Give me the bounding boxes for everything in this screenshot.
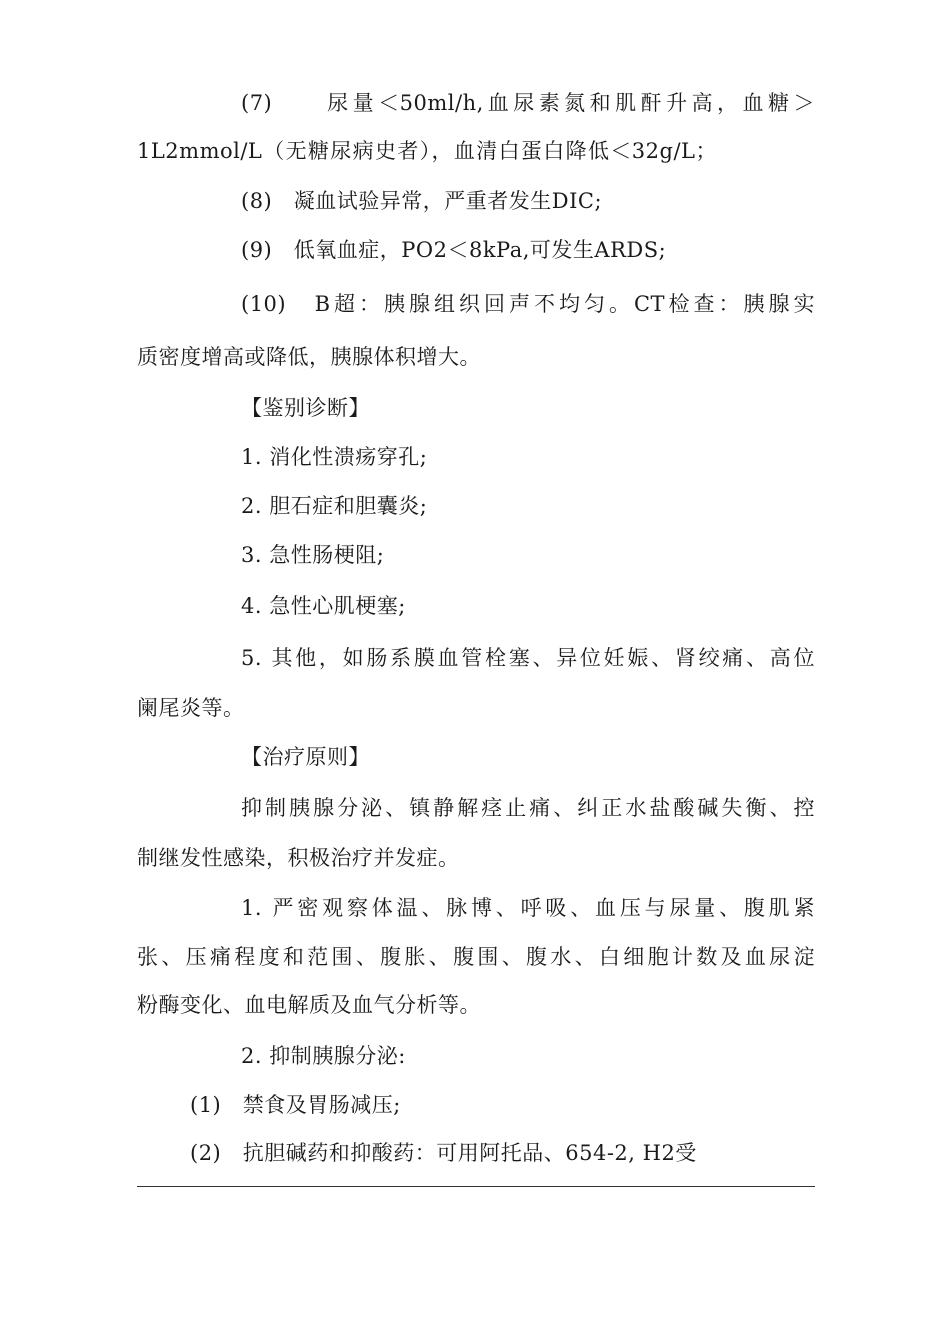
- list-item: 4. 急性心肌梗塞;: [241, 594, 406, 618]
- text-line: (8) 凝血试验异常，严重者发生DIC;: [241, 189, 603, 213]
- list-item: 3. 急性肠梗阻;: [241, 543, 385, 567]
- list-item: 2. 抑制胰腺分泌:: [241, 1044, 406, 1068]
- text-line: (9) 低氧血症，PO2＜8kPa,可发生ARDS;: [241, 238, 667, 262]
- text-line: 粉酶变化、血电解质及血气分析等。: [137, 993, 481, 1017]
- text-line: 1L2mmol/L（无糖尿病史者），血清白蛋白降低＜32g/L；: [137, 139, 717, 163]
- text-line: (7) 尿量＜50ml/h,血尿素氮和肌酐升高，血糖＞: [241, 91, 815, 115]
- list-item: 2. 胆石症和胆囊炎;: [241, 494, 428, 518]
- list-item: 5. 其他，如肠系膜血管栓塞、异位妊娠、肾绞痛、高位: [241, 646, 815, 670]
- section-heading: 【鉴别诊断】: [241, 396, 370, 420]
- section-heading: 【治疗原则】: [241, 745, 370, 769]
- text-line: (10) B超：胰腺组织回声不均匀。CT检查：胰腺实: [241, 292, 815, 316]
- text-line: 张、压痛程度和范围、腹胀、腹围、腹水、白细胞计数及血尿淀: [137, 945, 815, 969]
- text-line: 阑尾炎等。: [137, 696, 245, 720]
- text-line: 质密度增高或降低，胰腺体积增大。: [137, 345, 481, 369]
- text-line: 制继发性感染，积极治疗并发症。: [137, 846, 460, 870]
- text-line: 1. 严密观察体温、脉博、呼吸、血压与尿量、腹肌紧: [241, 896, 815, 920]
- text-line: 抑制胰腺分泌、镇静解痉止痛、纠正水盐酸碱失衡、控: [241, 796, 815, 820]
- list-item: (1) 禁食及胃肠减压;: [190, 1093, 401, 1117]
- footer-divider: [137, 1186, 815, 1187]
- list-item: (2) 抗胆碱药和抑酸药：可用阿托品、654-2, H2受: [190, 1141, 697, 1165]
- list-item: 1. 消化性溃疡穿孔;: [241, 445, 428, 469]
